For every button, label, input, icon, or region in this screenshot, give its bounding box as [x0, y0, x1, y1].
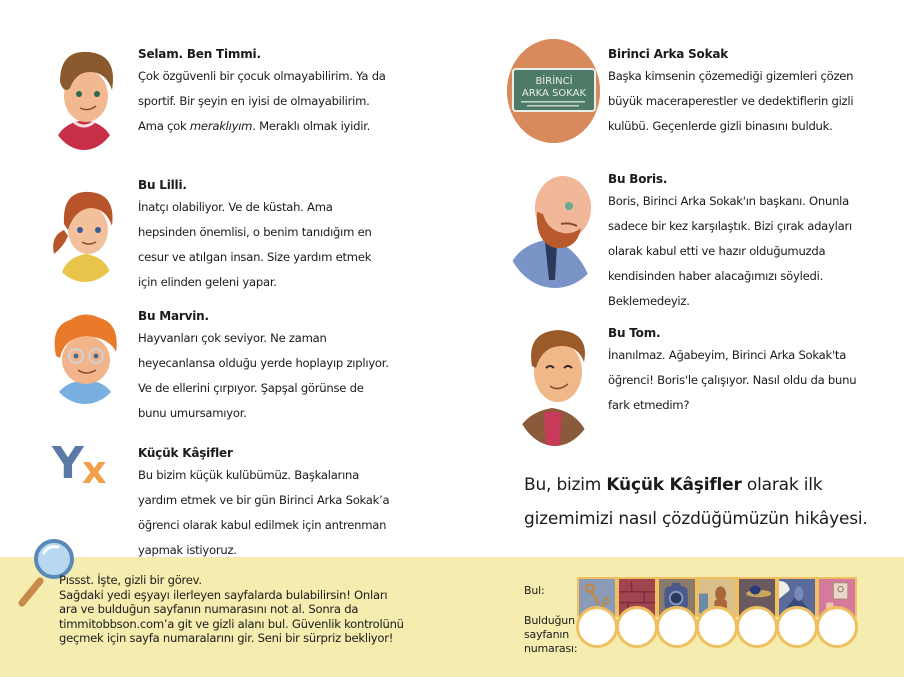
entry-title: Küçük Kâşifler: [138, 446, 233, 460]
intro-tom: [608, 325, 856, 418]
svg-text:ARKA SOKAK: ARKA SOKAK: [521, 88, 587, 99]
street-sign-icon: [507, 39, 600, 143]
find-items-row: [577, 577, 857, 647]
page-number-label: Bulduğun sayfanın numarası:: [524, 614, 578, 655]
entry-body: Çok özgüvenli bir çocuk olmayabilirim. Ya da sportif. Bir şeyin en iyisi de olmayabilirim. Ama çok meraklıyım. Meraklı olmak iyidir.: [138, 69, 386, 133]
entry-title: Bu Marvin.: [138, 309, 209, 323]
find-item: [617, 577, 657, 647]
kucuk-kasifler-logo: [52, 438, 116, 492]
find-label: Bul:: [524, 584, 545, 597]
intro-birinci-arka-sokak: [608, 46, 853, 139]
entry-body: Başka kimsenin çözemediği gizemleri çözen büyük maceraperestler ve dedektiflerin gizli kulübü. Geçenlerde gizli binasını bulduk.: [608, 69, 854, 133]
entry-body: İnanılmaz. Ağabeyim, Birinci Arka Sokak'ta öğrenci! Boris'le çalışıyor. Nasıl oldu da bunu fark etmedim?: [608, 348, 857, 412]
page-number-input[interactable]: [696, 606, 738, 648]
page-number-input[interactable]: [776, 606, 818, 648]
bearded-man-portrait-icon: [505, 172, 605, 288]
teen-boy-portrait-icon: [512, 322, 598, 446]
marvin-avatar: [46, 310, 124, 404]
svg-text:BİRİNCİ: BİRİNCİ: [535, 76, 573, 87]
find-item: [817, 577, 857, 647]
timmi-avatar: [46, 42, 122, 150]
find-item: [697, 577, 737, 647]
boris-avatar: [505, 172, 605, 288]
boy-portrait-icon: [46, 42, 122, 150]
intro-boris: [608, 171, 852, 314]
page-number-input[interactable]: [576, 606, 618, 648]
find-item: [777, 577, 817, 647]
find-item: [737, 577, 777, 647]
page-number-input[interactable]: [816, 606, 858, 648]
entry-title: Bu Boris.: [608, 172, 668, 186]
page-number-input[interactable]: [616, 606, 658, 648]
tom-avatar: [512, 322, 598, 446]
intro-marvin: [138, 308, 389, 426]
lilli-avatar: [46, 180, 124, 282]
page-number-input[interactable]: [656, 606, 698, 648]
curly-boy-portrait-icon: [46, 310, 124, 404]
entry-title: Bu Lilli.: [138, 178, 187, 192]
story-headline: Bu, bizim Küçük Kâşifler olarak ilk gizemimizi nasıl çözdüğümüzün hikâyesi.: [524, 475, 868, 529]
entry-body: İnatçı olabiliyor. Ve de küstah. Ama hepsinden önemlisi, o benim tanıdığım en cesur ve atılgan insan. Size yardım etmek için elinden geleni yapar.: [138, 200, 372, 289]
entry-title: Birinci Arka Sokak: [608, 47, 729, 61]
girl-portrait-icon: [46, 180, 124, 282]
find-item: [577, 577, 617, 647]
intro-lilli: [138, 177, 372, 295]
mission-text: Pıssst. İşte, gizli bir görev. Sağdaki yedi eşyayı ilerleyen sayfalarda bulabilirsin! Onları ara ve bulduğun sayfanın numarasını not al. Sonra da timmitobbson.com’a git ve gizli alanı bul. Güvenlik kontrolünü geçmek için sayfa numaralarını gir. Seni bir sürpriz bekliyor!: [59, 573, 404, 646]
entry-body: Bu bizim küçük kulübümüz. Başkalarına yardım etmek ve bir gün Birinci Arka Sokak’a öğrenci olarak kabul edilmek için antrenman yapmak istiyoruz.: [138, 468, 390, 557]
street-sign-avatar: [507, 39, 600, 143]
page-number-input[interactable]: [736, 606, 778, 648]
entry-body: Hayvanları çok seviyor. Ne zaman heyecanlansa olduğu yerde hoplayıp zıplıyor. Ve de ellerini çırpıyor. Şapşal görünse de bunu umursamıyor.: [138, 331, 389, 420]
entry-title: Bu Tom.: [608, 326, 661, 340]
entry-body: Boris, Birinci Arka Sokak'ın başkanı. Onunla sadece bir kez karşılaştık. Bizi çırak adayları olarak kabul etti ve hazır olduğumuzda kendisinden haber alacağımızı söyledi. Beklemedeyiz.: [608, 194, 852, 308]
intro-kucuk-kasifler: [138, 445, 389, 563]
entry-title: Selam. Ben Timmi.: [138, 47, 261, 61]
find-item: [657, 577, 697, 647]
logo-y-icon: Y: [52, 438, 84, 489]
intro-timmi: [138, 46, 386, 139]
logo-x-icon: x: [82, 448, 107, 492]
